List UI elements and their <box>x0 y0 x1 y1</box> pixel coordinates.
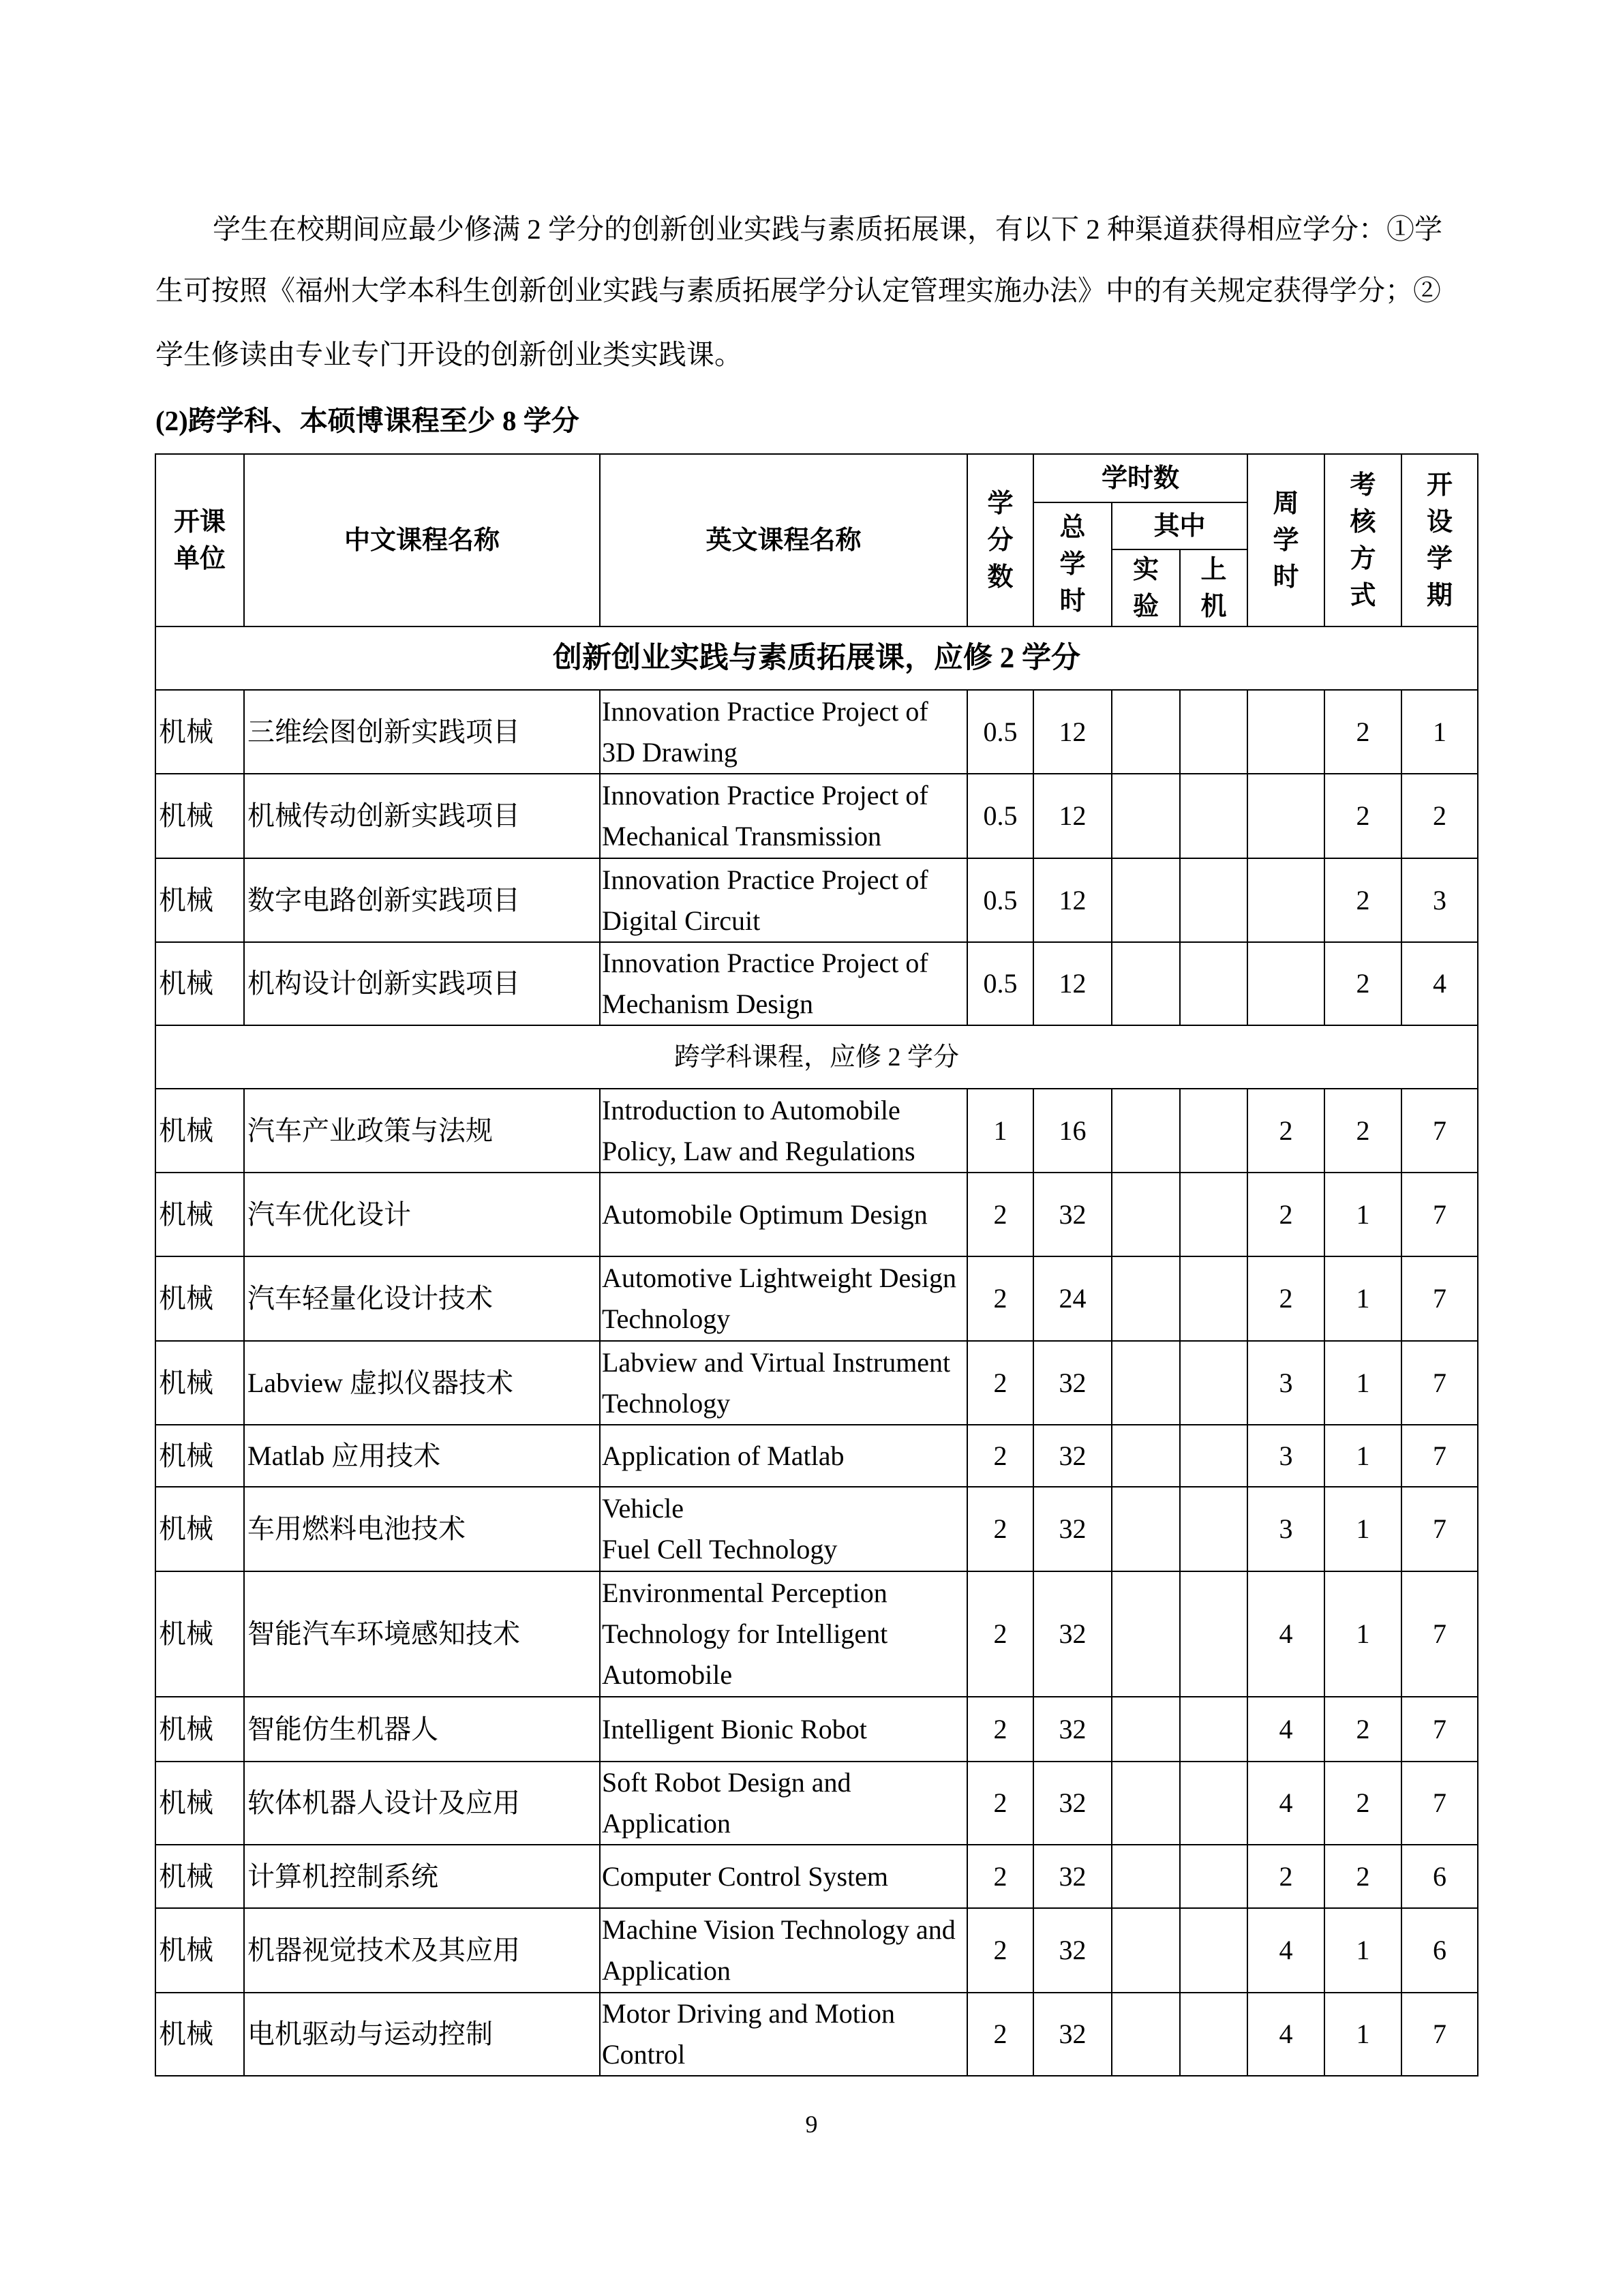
cell-lab <box>1112 774 1180 858</box>
cell-credits: 0.5 <box>967 774 1033 858</box>
table-row <box>155 690 1478 774</box>
cell-computer <box>1180 1487 1247 1571</box>
cell-total-hours: 32 <box>1033 1425 1112 1487</box>
cell-cn-name: 数字电路创新实践项目 <box>244 858 600 942</box>
cell-cn-name: Labview 虚拟仪器技术 <box>244 1341 600 1425</box>
cell-computer <box>1180 1256 1247 1341</box>
cell-assessment: 1 <box>1324 1425 1401 1487</box>
cell-assessment: 2 <box>1324 1697 1401 1762</box>
cell-cn-name: 汽车产业政策与法规 <box>244 1089 600 1173</box>
cell-unit: 机械 <box>155 1425 244 1487</box>
cell-semester: 6 <box>1401 1908 1478 1993</box>
cell-lab <box>1112 690 1180 774</box>
cell-weekly-hours: 3 <box>1247 1341 1324 1425</box>
cell-computer <box>1180 858 1247 942</box>
cell-lab <box>1112 1089 1180 1173</box>
cell-computer <box>1180 1571 1247 1697</box>
cell-credits: 2 <box>967 1571 1033 1697</box>
section-heading: (2)跨学科、本硕博课程至少 8 学分 <box>155 405 579 436</box>
cell-assessment: 2 <box>1324 1845 1401 1908</box>
cell-assessment: 1 <box>1324 1487 1401 1571</box>
cell-assessment: 2 <box>1324 774 1401 858</box>
cell-credits: 2 <box>967 1425 1033 1487</box>
cell-en-name: Intelligent Bionic Robot <box>600 1697 967 1762</box>
cell-en-name: Soft Robot Design and Application <box>600 1762 967 1845</box>
cell-credits: 1 <box>967 1089 1033 1173</box>
cell-unit: 机械 <box>155 1845 244 1908</box>
table-row <box>155 1089 1478 1173</box>
cell-weekly-hours: 3 <box>1247 1425 1324 1487</box>
cell-total-hours: 12 <box>1033 690 1112 774</box>
group-title: 跨学科课程，应修 2 学分 <box>155 1025 1478 1089</box>
cell-total-hours: 24 <box>1033 1256 1112 1341</box>
cell-cn-name: 机械传动创新实践项目 <box>244 774 600 858</box>
cell-en-name: Environmental Perception Technology for Intelligent Automobile <box>600 1571 967 1697</box>
cell-en-name: Application of Matlab <box>600 1425 967 1487</box>
cell-credits: 2 <box>967 1256 1033 1341</box>
cell-en-name: Computer Control System <box>600 1845 967 1908</box>
cell-total-hours: 32 <box>1033 1762 1112 1845</box>
cell-total-hours: 32 <box>1033 1341 1112 1425</box>
cell-unit: 机械 <box>155 1089 244 1173</box>
cell-computer <box>1180 942 1247 1025</box>
group-header-row <box>155 1025 1478 1089</box>
cell-semester: 4 <box>1401 942 1478 1025</box>
cell-semester: 1 <box>1401 690 1478 774</box>
cell-total-hours: 32 <box>1033 1993 1112 2076</box>
cell-en-name: Motor Driving and Motion Control <box>600 1993 967 2076</box>
table-row <box>155 1762 1478 1845</box>
header-lab: 实验 <box>1112 549 1180 626</box>
table-row <box>155 1487 1478 1571</box>
cell-lab <box>1112 1762 1180 1845</box>
cell-credits: 2 <box>967 1173 1033 1256</box>
cell-unit: 机械 <box>155 774 244 858</box>
cell-weekly-hours: 4 <box>1247 1697 1324 1762</box>
cell-unit: 机械 <box>155 1571 244 1697</box>
cell-credits: 2 <box>967 1908 1033 1993</box>
header-computer: 上机 <box>1180 549 1247 626</box>
cell-weekly-hours <box>1247 942 1324 1025</box>
cell-credits: 0.5 <box>967 942 1033 1025</box>
table-row <box>155 1256 1478 1341</box>
cell-lab <box>1112 1341 1180 1425</box>
cell-assessment: 2 <box>1324 858 1401 942</box>
cell-credits: 2 <box>967 1487 1033 1571</box>
cell-en-name: Labview and Virtual Instrument Technology <box>600 1341 967 1425</box>
header-cn-name: 中文课程名称 <box>244 454 600 626</box>
cell-total-hours: 32 <box>1033 1173 1112 1256</box>
cell-unit: 机械 <box>155 1256 244 1341</box>
table-row <box>155 774 1478 858</box>
cell-weekly-hours: 4 <box>1247 1908 1324 1993</box>
cell-assessment: 2 <box>1324 1762 1401 1845</box>
header-assessment: 考核方式 <box>1324 454 1401 626</box>
cell-credits: 0.5 <box>967 690 1033 774</box>
cell-lab <box>1112 1845 1180 1908</box>
cell-computer <box>1180 1697 1247 1762</box>
cell-lab <box>1112 1993 1180 2076</box>
header-of-which: 其中 <box>1112 502 1247 549</box>
cell-assessment: 2 <box>1324 1089 1401 1173</box>
cell-computer <box>1180 1908 1247 1993</box>
cell-total-hours: 12 <box>1033 942 1112 1025</box>
cell-total-hours: 32 <box>1033 1487 1112 1571</box>
table-body <box>155 626 1478 2076</box>
intro-text-1: 学生在校期间应最少修满 2 学分的创新创业实践与素质拓展课，有以下 2 种渠道获得相应学分：①学 <box>213 213 1442 245</box>
cell-unit: 机械 <box>155 858 244 942</box>
cell-lab <box>1112 1697 1180 1762</box>
cell-semester: 7 <box>1401 1993 1478 2076</box>
cell-assessment: 1 <box>1324 1908 1401 1993</box>
header-hours: 学时数 <box>1033 454 1247 502</box>
cell-semester: 6 <box>1401 1845 1478 1908</box>
cell-en-name: Introduction to Automobile Policy, Law and Regulations <box>600 1089 967 1173</box>
cell-weekly-hours: 2 <box>1247 1256 1324 1341</box>
cell-semester: 7 <box>1401 1697 1478 1762</box>
cell-credits: 2 <box>967 1993 1033 2076</box>
cell-unit: 机械 <box>155 1697 244 1762</box>
cell-total-hours: 12 <box>1033 858 1112 942</box>
cell-cn-name: 智能汽车环境感知技术 <box>244 1571 600 1697</box>
group-header-row <box>155 626 1478 690</box>
cell-assessment: 1 <box>1324 1256 1401 1341</box>
cell-computer <box>1180 1341 1247 1425</box>
table-row <box>155 1425 1478 1487</box>
cell-assessment: 1 <box>1324 1993 1401 2076</box>
cell-lab <box>1112 1425 1180 1487</box>
cell-total-hours: 32 <box>1033 1697 1112 1762</box>
cell-assessment: 2 <box>1324 690 1401 774</box>
cell-semester: 7 <box>1401 1089 1478 1173</box>
cell-unit: 机械 <box>155 1341 244 1425</box>
cell-semester: 7 <box>1401 1256 1478 1341</box>
cell-total-hours: 12 <box>1033 774 1112 858</box>
cell-unit: 机械 <box>155 690 244 774</box>
cell-en-name: Innovation Practice Project of Mechanical Transmission <box>600 774 967 858</box>
cell-lab <box>1112 858 1180 942</box>
cell-semester: 3 <box>1401 858 1478 942</box>
cell-cn-name: 机器视觉技术及其应用 <box>244 1908 600 1993</box>
cell-total-hours: 32 <box>1033 1845 1112 1908</box>
header-en-name: 英文课程名称 <box>600 454 967 626</box>
page-number: 9 <box>805 2111 818 2138</box>
header-unit: 开课单位 <box>155 454 244 626</box>
cell-weekly-hours: 2 <box>1247 1173 1324 1256</box>
cell-cn-name: 智能仿生机器人 <box>244 1697 600 1762</box>
cell-total-hours: 16 <box>1033 1089 1112 1173</box>
cell-computer <box>1180 1089 1247 1173</box>
cell-credits: 2 <box>967 1341 1033 1425</box>
cell-semester: 7 <box>1401 1425 1478 1487</box>
cell-weekly-hours: 3 <box>1247 1487 1324 1571</box>
cell-cn-name: 机构设计创新实践项目 <box>244 942 600 1025</box>
cell-credits: 0.5 <box>967 858 1033 942</box>
cell-computer <box>1180 1173 1247 1256</box>
cell-credits: 2 <box>967 1762 1033 1845</box>
cell-cn-name: 电机驱动与运动控制 <box>244 1993 600 2076</box>
cell-unit: 机械 <box>155 942 244 1025</box>
cell-weekly-hours: 4 <box>1247 1762 1324 1845</box>
cell-unit: 机械 <box>155 1993 244 2076</box>
cell-computer <box>1180 1425 1247 1487</box>
cell-unit: 机械 <box>155 1173 244 1256</box>
cell-cn-name: 软体机器人设计及应用 <box>244 1762 600 1845</box>
cell-semester: 7 <box>1401 1571 1478 1697</box>
cell-total-hours: 32 <box>1033 1571 1112 1697</box>
table-row <box>155 1173 1478 1256</box>
table-row <box>155 942 1478 1025</box>
cell-weekly-hours <box>1247 690 1324 774</box>
cell-semester: 7 <box>1401 1173 1478 1256</box>
cell-assessment: 2 <box>1324 942 1401 1025</box>
table-row <box>155 1341 1478 1425</box>
cell-cn-name: 汽车优化设计 <box>244 1173 600 1256</box>
cell-credits: 2 <box>967 1697 1033 1762</box>
cell-computer <box>1180 690 1247 774</box>
cell-semester: 2 <box>1401 774 1478 858</box>
cell-en-name: Innovation Practice Project of Mechanism Design <box>600 942 967 1025</box>
cell-weekly-hours: 2 <box>1247 1845 1324 1908</box>
cell-semester: 7 <box>1401 1762 1478 1845</box>
intro-line-2: 生可按照《福州大学本科生创新创业实践与素质拓展学分认定管理实施办法》中的有关规定获得学分；② <box>155 275 1441 306</box>
table-row <box>155 1993 1478 2076</box>
cell-lab <box>1112 1487 1180 1571</box>
header-total-hours: 总学时 <box>1033 502 1112 626</box>
header-credits: 学分数 <box>967 454 1033 626</box>
cell-cn-name: 车用燃料电池技术 <box>244 1487 600 1571</box>
cell-semester: 7 <box>1401 1341 1478 1425</box>
header-weekly-hours: 周学时 <box>1247 454 1324 626</box>
cell-weekly-hours <box>1247 858 1324 942</box>
group-title: 创新创业实践与素质拓展课，应修 2 学分 <box>155 626 1478 690</box>
table-row <box>155 1908 1478 1993</box>
table-row <box>155 1697 1478 1762</box>
cell-en-name: Automotive Lightweight Design Technology <box>600 1256 967 1341</box>
cell-en-name: Automobile Optimum Design <box>600 1173 967 1256</box>
table-row <box>155 858 1478 942</box>
cell-assessment: 1 <box>1324 1571 1401 1697</box>
cell-unit: 机械 <box>155 1908 244 1993</box>
cell-computer <box>1180 774 1247 858</box>
cell-en-name: Innovation Practice Project of 3D Drawing <box>600 690 967 774</box>
cell-computer <box>1180 1993 1247 2076</box>
cell-weekly-hours: 2 <box>1247 1089 1324 1173</box>
cell-assessment: 1 <box>1324 1173 1401 1256</box>
cell-computer <box>1180 1762 1247 1845</box>
cell-en-name: Vehicle Fuel Cell Technology <box>600 1487 967 1571</box>
cell-cn-name: 三维绘图创新实践项目 <box>244 690 600 774</box>
cell-unit: 机械 <box>155 1487 244 1571</box>
cell-cn-name: Matlab 应用技术 <box>244 1425 600 1487</box>
cell-weekly-hours <box>1247 774 1324 858</box>
cell-weekly-hours: 4 <box>1247 1571 1324 1697</box>
table-row <box>155 1571 1478 1697</box>
cell-assessment: 1 <box>1324 1341 1401 1425</box>
cell-credits: 2 <box>967 1845 1033 1908</box>
cell-computer <box>1180 1845 1247 1908</box>
intro-line-3: 学生修读由专业专门开设的创新创业类实践课。 <box>155 339 742 370</box>
table-row <box>155 1845 1478 1908</box>
cell-weekly-hours: 4 <box>1247 1993 1324 2076</box>
intro-line-1 <box>155 198 1478 260</box>
cell-semester: 7 <box>1401 1487 1478 1571</box>
cell-cn-name: 计算机控制系统 <box>244 1845 600 1908</box>
cell-unit: 机械 <box>155 1762 244 1845</box>
cell-en-name: Machine Vision Technology and Application <box>600 1908 967 1993</box>
header-semester: 开设学期 <box>1401 454 1478 626</box>
cell-total-hours: 32 <box>1033 1908 1112 1993</box>
cell-en-name: Innovation Practice Project of Digital Circuit <box>600 858 967 942</box>
cell-cn-name: 汽车轻量化设计技术 <box>244 1256 600 1341</box>
cell-lab <box>1112 1571 1180 1697</box>
cell-lab <box>1112 1256 1180 1341</box>
cell-lab <box>1112 1173 1180 1256</box>
cell-lab <box>1112 1908 1180 1993</box>
cell-lab <box>1112 942 1180 1025</box>
course-table <box>155 453 1478 2076</box>
